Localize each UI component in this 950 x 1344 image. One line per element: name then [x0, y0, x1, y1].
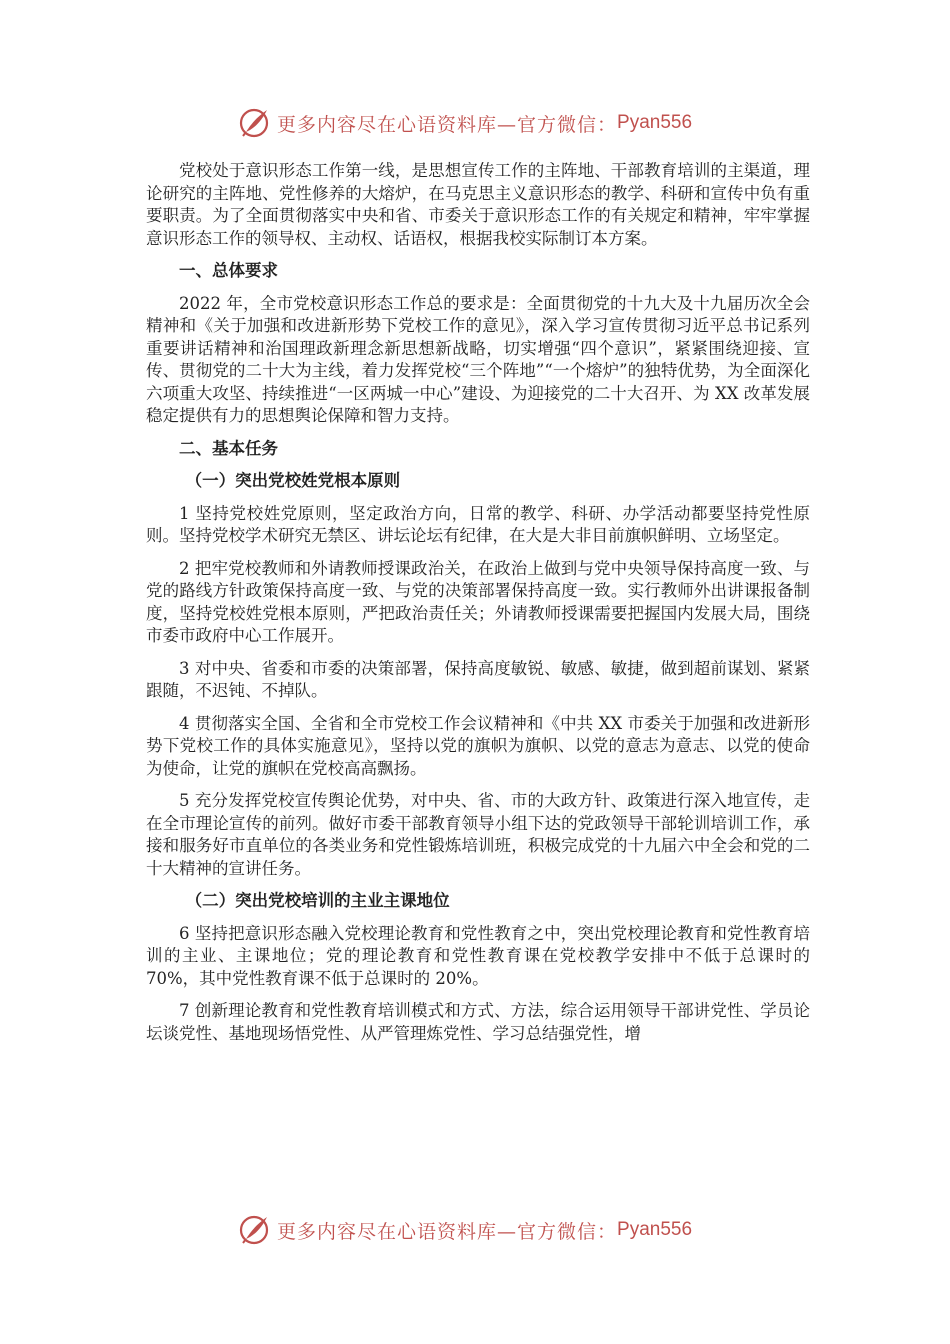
quill-logo-icon: [237, 1213, 271, 1247]
intro-paragraph: 党校处于意识形态工作第一线，是思想宣传工作的主阵地、干部教育培训的主渠道，理论研究的主阵地、党性修养的大熔炉，在马克思主义意识形态的教学、科研和宣传中负有重要职责。为了全面贯彻落实中央和省、市委关于意识形态工作的有关规定和精神，牢牢掌握意识形态工作的领导权、主动权、话语权，根据我校实际制订本方案。: [146, 161, 810, 248]
task-item-4: 4 贯彻落实全国、全省和全市党校工作会议精神和《中共 XX 市委关于加强和改进新形势下党校工作的具体实施意见》，坚持以党的旗帜为旗帜、以党的意志为意志、以党的使命为使命，让党的旗帜在党校高高飘扬。: [146, 713, 810, 778]
watermark-wechat-id: Pyan556: [617, 1219, 693, 1240]
watermark-text: 更多内容尽在心语资料库—官方微信：: [277, 113, 618, 136]
task-item-1: 1 坚持党校姓党原则，坚定政治方向，日常的教学、科研、办学活动都要坚持党性原则。坚持党校学术研究无禁区、讲坛论坛有纪律，在大是大非目前旗帜鲜明、立场坚定。: [146, 503, 810, 545]
document-body: [146, 160, 810, 1045]
task-item-2: 2 把牢党校教师和外请教师授课政治关，在政治上做到与党中央领导保持高度一致、与党的路线方针政策保持高度一致、与党的决策部署保持高度一致。实行教师外出讲课报备制度，坚持党校姓党根本原则，严把政治责任关；外请教师授课需要把握国内发展大局，围绕市委市政府中心工作展开。: [146, 558, 810, 645]
quill-logo-icon: [237, 106, 271, 140]
task-item-5: 5 充分发挥党校宣传舆论优势，对中央、省、市的大政方针、政策进行深入地宣传，走在全市理论宣传的前列。做好市委干部教育领导小组下达的党政领导干部轮训培训工作，承接和服务好市直单位的各类业务和党性锻炼培训班，积极完成党的十九届六中全会和党的二十大精神的宣讲任务。: [146, 791, 810, 878]
section-heading-overall-requirements: 一、总体要求: [179, 261, 278, 280]
task-item-6: 6 坚持把意识形态融入党校理论教育和党性教育之中，突出党校理论教育和党性教育培训的主业、主课地位；党的理论教育和党性教育课在党校教学安排中不低于总课时的 70%，其中党性教育课不低于总课时的 20%。: [146, 923, 810, 988]
watermark-header: [237, 106, 737, 140]
task-item-3: 3 对中央、省委和市委的决策部署，保持高度敏锐、敏感、敏捷，做到超前谋划、紧紧跟随，不迟钝、不掉队。: [146, 658, 810, 700]
overall-requirements-paragraph: 2022 年，全市党校意识形态工作总的要求是：全面贯彻党的十九大及十九届历次全会精神和《关于加强和改进新形势下党校工作的意见》，深入学习宣传贯彻习近平总书记系列重要讲话精神和治国理政新理念新思想新战略，切实增强“四个意识”，紧紧围绕迎接、宣传、贯彻党的二十大为主线，着力发挥党校“三个阵地”“一个熔炉”的独特优势，为全面深化六项重大攻坚、持续推进“一区两城一中心”建设、为迎接党的二十大召开、为 XX 改革发展稳定提供有力的思想舆论保障和智力支持。: [146, 293, 810, 425]
section-heading-basic-tasks: 二、基本任务: [179, 438, 278, 458]
subsection-heading-main-course: （二）突出党校培训的主业主课地位: [185, 891, 450, 910]
task-item-7: 7 创新理论教育和党性教育培训模式和方式、方法，综合运用领导干部讲党性、学员论坛谈党性、基地现场悟党性、从严管理炼党性、学习总结强党性，增: [146, 1001, 810, 1043]
watermark-wechat-id: Pyan556: [617, 112, 693, 133]
watermark-footer: [237, 1213, 737, 1247]
watermark-text: 更多内容尽在心语资料库—官方微信：: [277, 1220, 618, 1243]
subsection-heading-party-principle: （一）突出党校姓党根本原则: [185, 471, 401, 490]
